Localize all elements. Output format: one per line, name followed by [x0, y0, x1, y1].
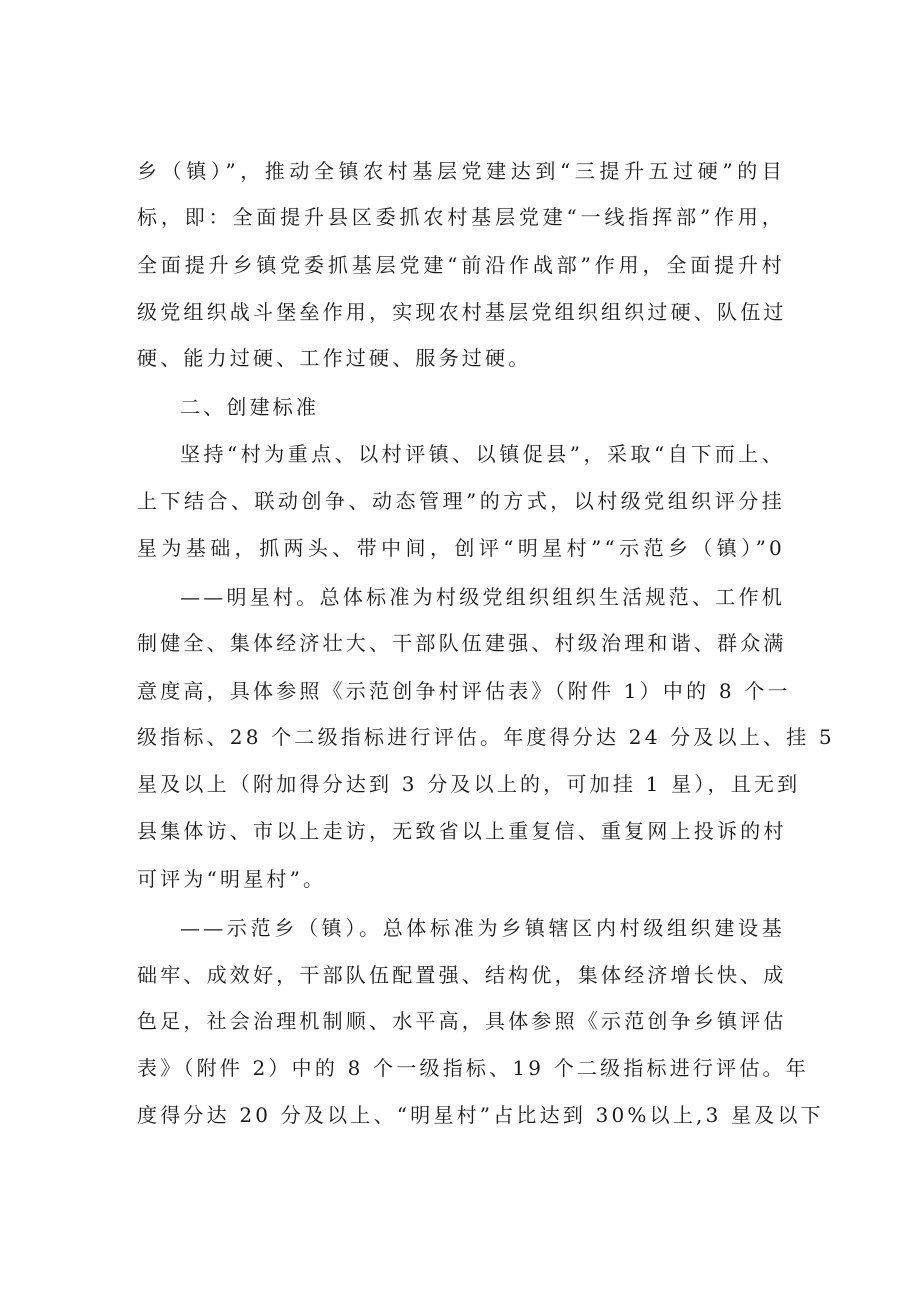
paragraph-line: 制健全、集体经济壮大、干部队伍建强、村级治理和谐、群众满	[137, 631, 787, 655]
paragraph-line: 表》（附件 2）中的 8 个一级指标、19 个二级指标进行评估。年	[137, 1056, 809, 1080]
paragraph-line: 乡（镇）”，推动全镇农村基层党建达到“三提升五过硬”的目	[137, 159, 785, 183]
paragraph-line: 级指标、28 个二级指标进行评估。年度得分达 24 分及以上、挂 5	[137, 725, 835, 749]
paragraph-line: 全面提升乡镇党委抓基层党建“前沿作战部”作用，全面提升村	[137, 253, 785, 277]
paragraph-line: 坚持“村为重点、以村评镇、以镇促县”，采取“自下而上、	[180, 442, 785, 466]
paragraph-line: 标，即：全面提升县区委抓农村基层党建“一线指挥部”作用，	[137, 205, 785, 229]
paragraph-line: 硬、能力过硬、工作过硬、服务过硬。	[137, 346, 532, 370]
paragraph-line: ——明星村。总体标准为村级党组织组织生活规范、工作机	[180, 585, 785, 609]
paragraph-line: 星为基础，抓两头、带中间，创评“明星村”“示范乡（镇）”0	[137, 536, 785, 560]
paragraph-line: 色足，社会治理机制顺、水平高，具体参照《示范创争乡镇评估	[137, 1009, 787, 1033]
paragraph-line: 上下结合、联动创争、动态管理”的方式，以村级党组织评分挂	[137, 489, 785, 513]
paragraph-line: ——示范乡（镇）。总体标准为乡镇辖区内村级组织建设基	[180, 916, 785, 940]
paragraph-line: 星及以上（附加得分达到 3 分及以上的，可加挂 1 星），且无到	[137, 772, 801, 796]
paragraph-line: 意度高，具体参照《示范创争村评估表》（附件 1）中的 8 个一	[137, 679, 791, 703]
paragraph-line: 度得分达 20 分及以上、“明星村”占比达到 30%以上,3 星及以下	[137, 1103, 824, 1127]
paragraph-line: 级党组织战斗堡垒作用，实现农村基层党组织组织过硬、队伍过	[137, 300, 787, 324]
paragraph-line: 可评为“明星村”。	[137, 867, 327, 891]
section-heading: 二、创建标准	[180, 395, 320, 419]
paragraph-line: 县集体访、市以上走访，无致省以上重复信、重复网上投诉的村	[137, 819, 787, 843]
paragraph-line: 础牢、成效好，干部队伍配置强、结构优，集体经济增长快、成	[137, 963, 787, 987]
